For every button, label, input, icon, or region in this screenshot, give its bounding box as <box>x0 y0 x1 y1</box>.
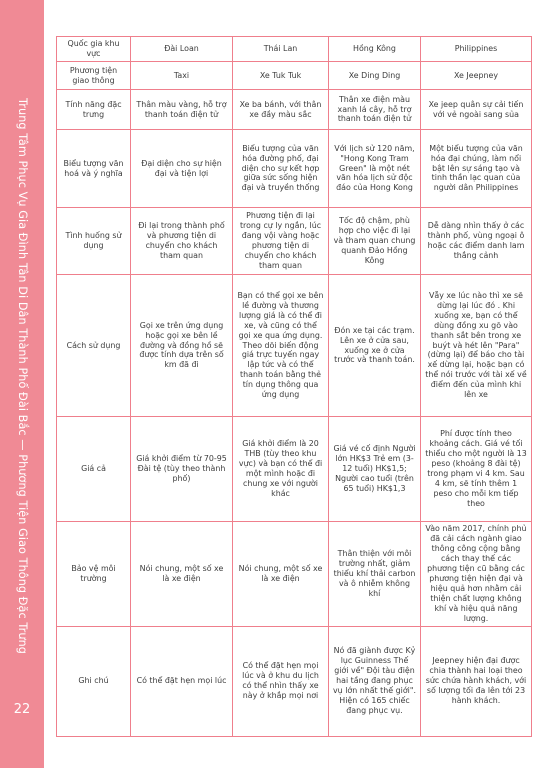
table-cell: Tốc độ chậm, phù hợp cho việc đi lại và tham quan chung quanh Đảo Hồng Kông <box>329 208 421 275</box>
header-philippines: Philippines <box>421 37 532 62</box>
row-label: Bảo vệ môi trường <box>57 522 131 627</box>
table-cell: Phí được tính theo khoảng cách. Giá vé tối thiểu cho một người là 13 peso (khoảng 8 đài tệ) trong phạm vi 4 km. Sau 4 km, sẽ tính thêm 1 peso cho mỗi km tiếp theo <box>421 417 532 522</box>
table-cell: Giá khởi điểm là 20 THB (tùy theo khu vực) và bạn có thể đi một mình hoặc đi chung xe với người khác <box>233 417 329 522</box>
table-row <box>57 417 532 522</box>
row-label: Tình huống sử dụng <box>57 208 131 275</box>
table-cell: Xe Ding Ding <box>329 62 421 90</box>
table-cell: Có thể đặt hẹn mọi lúc <box>131 626 233 736</box>
header-hongkong: Hồng Kông <box>329 37 421 62</box>
table-cell: Dễ dàng nhìn thấy ở các thành phố, vùng ngoại ô hoặc các điểm danh lam thắng cảnh <box>421 208 532 275</box>
table-cell: Bạn có thể gọi xe bên lề đường và thương lượng giá là có thể đi xe, và cũng có thể gọi xe qua ứng dụng. Theo dõi biến động giá trực tuyến ngay lập tức và có thể thanh toán bằng thẻ tín dụng thông qua ứng dụng <box>233 275 329 417</box>
table-cell: Nó đã giành được Kỷ lục Guinness Thế giới về" Đội tàu điện hai tầng đang phục vụ lớn nhất thế giới". Hiện có 165 chiếc đang phục vụ. <box>329 626 421 736</box>
table-row <box>57 130 532 208</box>
table-cell: Jeepney hiện đại được chia thành hai loại theo sức chứa hành khách, với số lượng tối đa lên tới 23 hành khách. <box>421 626 532 736</box>
comparison-table <box>56 36 532 737</box>
row-label: Tính năng đặc trưng <box>57 90 131 130</box>
table-cell: Xe Jeepney <box>421 62 532 90</box>
sidebar-title: Trung Tâm Phục Vụ Gia Đình Tân Di Dân Thành Phố Đài Bắc — Phương Tiện Giao Thông Đặc Trưng <box>16 98 29 654</box>
table-cell: Giá khởi điểm từ 70-95 Đài tệ (tùy theo thành phố) <box>131 417 233 522</box>
table-cell: Nói chung, một số xe là xe điện <box>131 522 233 627</box>
table-cell: Thân thiện với môi trường nhất, giảm thiểu khí thải carbon và ô nhiễm không khí <box>329 522 421 627</box>
table-cell: Vào năm 2017, chính phủ đã cải cách ngành giao thông công cộng bằng cách thay thế các phương tiện cũ bằng các phương tiện hiện đại và hiệu quả hơn nhằm cải thiện chất lượng không khí và hiệu quả năng lượng. <box>421 522 532 627</box>
header-corner: Quốc gia khu vực <box>57 37 131 62</box>
table-cell: Nói chung, một số xe là xe điện <box>233 522 329 627</box>
table-row <box>57 90 532 130</box>
table-cell: Đi lại trong thành phố và phương tiện di chuyển cho khách tham quan <box>131 208 233 275</box>
table-cell: Xe ba bánh, với thân xe đầy màu sắc <box>233 90 329 130</box>
table-cell: Thân xe điện màu xanh lá cây, hỗ trợ thanh toán điện tử <box>329 90 421 130</box>
table-cell: Một biểu tượng của văn hóa đại chúng, làm nổi bật lên sự sáng tạo và tinh thần lạc quan của người dân Philippines <box>421 130 532 208</box>
table-cell: Phương tiện đi lại trong cự ly ngắn, lúc đang vội vàng hoặc phương tiện di chuyển cho khách tham quan <box>233 208 329 275</box>
table-cell: Đón xe tại các trạm. Lên xe ở cửa sau, xuống xe ở cửa trước và thanh toán. <box>329 275 421 417</box>
table-row <box>57 626 532 736</box>
table-cell: Xe jeep quân sự cải tiến với vẻ ngoài sang sủa <box>421 90 532 130</box>
table-cell: Gọi xe trên ứng dụng hoặc gọi xe bên lề đường và đồng hồ sẽ được tính dựa trên số km đã đi <box>131 275 233 417</box>
table-header-row <box>57 37 532 62</box>
table-cell: Taxi <box>131 62 233 90</box>
table-cell: Có thể đặt hẹn mọi lúc và ở khu du lịch có thể nhìn thấy xe này ở khắp mọi nơi <box>233 626 329 736</box>
header-thailand: Thái Lan <box>233 37 329 62</box>
table-cell: Vẫy xe lúc nào thì xe sẽ dừng lại lúc đó . Khi xuống xe, bạn có thể dùng đồng xu gõ vào thanh sắt bên trong xe buýt và hét lên "Para" (dừng lại) để báo cho tài xế dừng lại, hoặc bạn có thể nói trước với tài xế về điểm đến của mình khi lên xe <box>421 275 532 417</box>
table-cell: Biểu tượng của văn hóa đường phố, đại diện cho sự kết hợp giữa sức sống hiện đại và truyền thống <box>233 130 329 208</box>
row-label: Ghi chú <box>57 626 131 736</box>
table-cell: Với lịch sử 120 năm, "Hong Kong Tram Green" là một nét văn hóa lịch sử độc đáo của Hong Kong <box>329 130 421 208</box>
row-label: Cách sử dụng <box>57 275 131 417</box>
page-number: 22 <box>13 702 31 717</box>
table-cell: Giá vé cố định Người lớn HK$3 Trẻ em (3-12 tuổi) HK$1,5; Người cao tuổi (trên 65 tuổi) HK$1,3 <box>329 417 421 522</box>
table-row <box>57 208 532 275</box>
row-label: Biểu tượng văn hoá và ý nghĩa <box>57 130 131 208</box>
header-taiwan: Đài Loan <box>131 37 233 62</box>
row-label: Giá cả <box>57 417 131 522</box>
table-cell: Đại diện cho sự hiện đại và tiện lợi <box>131 130 233 208</box>
table-row <box>57 522 532 627</box>
table-row <box>57 275 532 417</box>
table-cell: Thân màu vàng, hỗ trợ thanh toán điện tử <box>131 90 233 130</box>
table-row <box>57 62 532 90</box>
table-cell: Xe Tuk Tuk <box>233 62 329 90</box>
row-label: Phương tiện giao thông <box>57 62 131 90</box>
